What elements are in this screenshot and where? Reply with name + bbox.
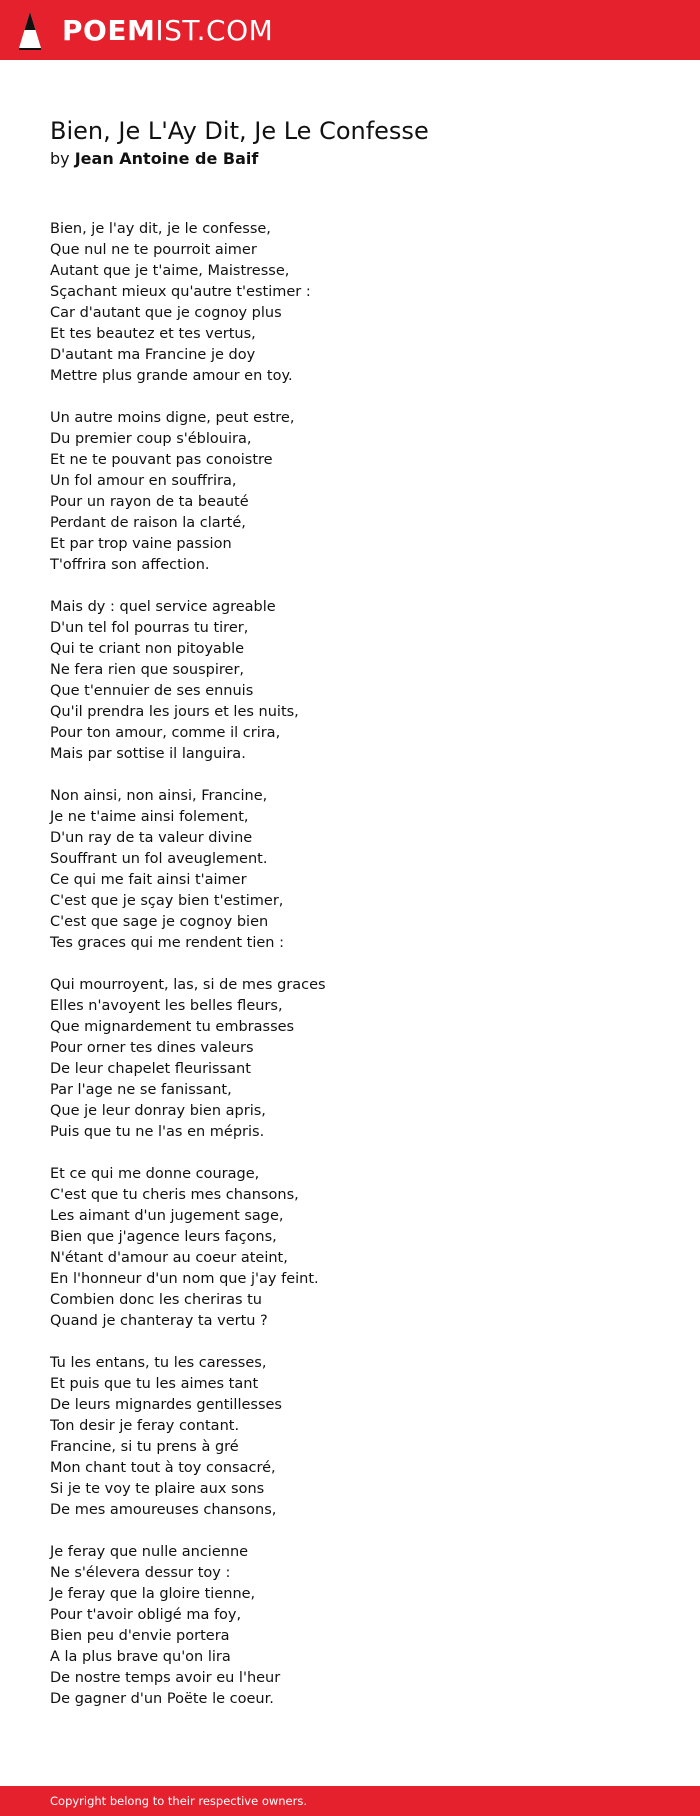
poem-line: Que je leur donray bien apris,	[50, 1103, 266, 1119]
poem-line: Mon chant tout à toy consacré,	[50, 1460, 276, 1476]
poem-line: Et par trop vaine passion	[50, 536, 232, 552]
poem-line: Et tes beautez et tes vertus,	[50, 326, 256, 342]
poem-line: Que nul ne te pourroit aimer	[50, 242, 257, 258]
poem-line: Et ce qui me donne courage,	[50, 1166, 260, 1182]
poem-stanza	[50, 786, 650, 954]
poem-line: Qui te criant non pitoyable	[50, 641, 245, 657]
poem-line: Combien donc les cheriras tu	[50, 1292, 262, 1308]
poem-line: De mes amoureuses chansons,	[50, 1502, 277, 1518]
poem-line: Un fol amour en souffrira,	[50, 473, 237, 489]
site-header	[0, 0, 700, 60]
logo-text-light: IST.COM	[155, 14, 274, 47]
pencil-tip-icon	[18, 11, 42, 51]
poem-line: C'est que je sçay bien t'estimer,	[50, 893, 284, 909]
poem-line: Ce qui me fait ainsi t'aimer	[50, 872, 247, 888]
poem-line: Mais dy : quel service agreable	[50, 599, 276, 615]
poem-line: Si je te voy te plaire aux sons	[50, 1481, 265, 1497]
poem-line: De gagner d'un Poëte le coeur.	[50, 1691, 274, 1707]
poem-author: Jean Antoine de Baif	[74, 149, 259, 168]
poem-line: N'étant d'amour au coeur ateint,	[50, 1250, 288, 1266]
poem-line: Pour un rayon de ta beauté	[50, 494, 249, 510]
poem-line: Du premier coup s'éblouira,	[50, 431, 252, 447]
poem-line: Francine, si tu prens à gré	[50, 1439, 239, 1455]
poem-line: Pour orner tes dines valeurs	[50, 1040, 254, 1056]
poem-stanza	[50, 975, 650, 1143]
poem-line: C'est que sage je cognoy bien	[50, 914, 269, 930]
poem-line: Pour ton amour, comme il crira,	[50, 725, 281, 741]
site-footer	[0, 1786, 700, 1816]
poem-line: Non ainsi, non ainsi, Francine,	[50, 788, 268, 804]
poem-line: Pour t'avoir obligé ma foy,	[50, 1607, 242, 1623]
poem-line: Mettre plus grande amour en toy.	[50, 368, 293, 384]
poem-line: Les aimant d'un jugement sage,	[50, 1208, 284, 1224]
poem-line: Je ne t'aime ainsi folement,	[50, 809, 249, 825]
poem-line: Puis que tu ne l'as en mépris.	[50, 1124, 265, 1140]
poem-title: Bien, Je L'Ay Dit, Je Le Confesse	[50, 117, 429, 145]
poem-line: Autant que je t'aime, Maistresse,	[50, 263, 290, 279]
poem-line: En l'honneur d'un nom que j'ay feint.	[50, 1271, 319, 1287]
poem-line: Tu les entans, tu les caresses,	[50, 1355, 267, 1371]
poem-line: Car d'autant que je cognoy plus	[50, 305, 282, 321]
poem-line: Sçachant mieux qu'autre t'estimer :	[50, 284, 311, 300]
poem-line: D'autant ma Francine je doy	[50, 347, 256, 363]
poem-line: Un autre moins digne, peut estre,	[50, 410, 295, 426]
poem-stanza	[50, 1353, 650, 1521]
poem-byline	[50, 147, 258, 171]
poem-line: Ton desir je feray contant.	[50, 1418, 240, 1434]
poem-body	[50, 219, 650, 1731]
poem-line: D'un ray de ta valeur divine	[50, 830, 253, 846]
poem-line: Ne s'élevera dessur toy :	[50, 1565, 231, 1581]
poem-line: De nostre temps avoir eu l'heur	[50, 1670, 281, 1686]
poem-line: Mais par sottise il languira.	[50, 746, 246, 762]
poem-stanza	[50, 408, 650, 576]
poem-line: Tes graces qui me rendent tien :	[50, 935, 284, 951]
site-logo[interactable]	[18, 11, 273, 51]
poem-line: Bien que j'agence leurs façons,	[50, 1229, 277, 1245]
poem-stanza	[50, 219, 650, 387]
logo-text-strong: POEM	[62, 14, 156, 47]
poem-line: Souffrant un fol aveuglement.	[50, 851, 268, 867]
poem-line: Et ne te pouvant pas conoistre	[50, 452, 273, 468]
poem-line: Qui mourroyent, las, si de mes graces	[50, 977, 326, 993]
poem-line: A la plus brave qu'on lira	[50, 1649, 231, 1665]
poem-line: De leurs mignardes gentillesses	[50, 1397, 282, 1413]
poem-line: Que mignardement tu embrasses	[50, 1019, 295, 1035]
poem-line: Par l'age ne se fanissant,	[50, 1082, 232, 1098]
poem-line: Qu'il prendra les jours et les nuits,	[50, 704, 299, 720]
poem-line: Ne fera rien que souspirer,	[50, 662, 245, 678]
poem-line: Que t'ennuier de ses ennuis	[50, 683, 254, 699]
poem-line: Je feray que la gloire tienne,	[50, 1586, 256, 1602]
poem-line: Quand je chanteray ta vertu ?	[50, 1313, 268, 1329]
poem-line: De leur chapelet fleurissant	[50, 1061, 251, 1077]
poem-line: Perdant de raison la clarté,	[50, 515, 246, 531]
poem-line: C'est que tu cheris mes chansons,	[50, 1187, 299, 1203]
poem-line: Je feray que nulle ancienne	[50, 1544, 249, 1560]
poem-line: Et puis que tu les aimes tant	[50, 1376, 259, 1392]
poem-stanza	[50, 1542, 650, 1710]
poem-line: Bien peu d'envie portera	[50, 1628, 230, 1644]
poem-line: Elles n'avoyent les belles fleurs,	[50, 998, 283, 1014]
poem-line: T'offrira son affection.	[50, 557, 210, 573]
footer-copyright: Copyright belong to their respective owners.	[50, 1794, 308, 1808]
site-logo-text	[62, 11, 273, 51]
poem-line: Bien, je l'ay dit, je le confesse,	[50, 221, 271, 237]
poem-stanza	[50, 1164, 650, 1332]
poem-stanza	[50, 597, 650, 765]
byline-label: by	[50, 149, 70, 168]
poem-line: D'un tel fol pourras tu tirer,	[50, 620, 249, 636]
